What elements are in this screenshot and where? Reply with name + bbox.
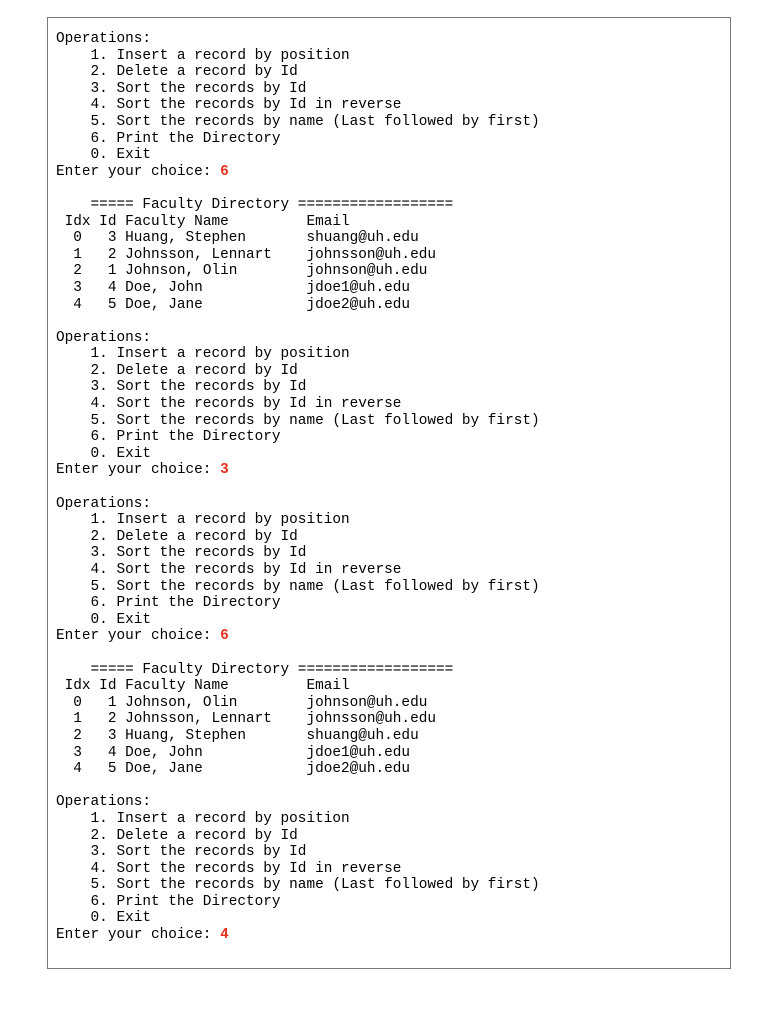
menu-item: 3. Sort the records by Id: [90, 545, 307, 562]
menu-item: 2. Delete a record by Id: [90, 528, 298, 545]
menu-item: 4. Sort the records by Id in reverse: [90, 562, 402, 578]
choice-prompt: Enter your choice: 6: [56, 163, 229, 180]
menu-item: 2. Delete a record by Id: [90, 827, 298, 844]
menu-item: 1. Insert a record by position: [90, 512, 350, 529]
blank-line: [56, 645, 540, 662]
menu-item: 6. Print the Directory: [90, 595, 281, 612]
directory-row: 4 5 Doe, Jane jdoe2@uh.edu: [64, 761, 411, 778]
blank-line: [56, 180, 540, 197]
operations-header: Operations:: [56, 794, 151, 811]
menu-item: 2. Delete a record by Id: [90, 64, 298, 81]
choice-prompt: Enter your choice: 3: [56, 462, 229, 479]
directory-row: 2 3 Huang, Stephen shuang@uh.edu: [64, 727, 419, 744]
menu-item: 4. Sort the records by Id in reverse: [90, 396, 402, 413]
directory-row: 0 1 Johnson, Olin johnson@uh.edu: [64, 694, 428, 711]
menu-item: 5. Sort the records by name (Last followed by first): [90, 877, 540, 894]
menu-item: 4. Sort the records by Id in reverse: [90, 860, 402, 877]
choice-value: 6: [220, 628, 229, 645]
menu-item: 3. Sort the records by Id: [90, 80, 307, 97]
choice-prompt: Enter your choice: 4: [56, 927, 229, 944]
blank-line: [56, 313, 540, 330]
menu-item: 5. Sort the records by name (Last followed by first): [90, 412, 540, 429]
menu-item: 4. Sort the records by Id in reverse: [90, 97, 402, 114]
operations-header: Operations:: [56, 495, 151, 512]
directory-row: 1 2 Johnsson, Lennart johnsson@uh.edu: [64, 711, 436, 728]
choice-value: 4: [220, 927, 229, 944]
menu-item: 0. Exit: [90, 147, 151, 164]
menu-item: 0. Exit: [90, 611, 151, 628]
menu-item: 6. Print the Directory: [90, 429, 281, 446]
operations-header: Operations:: [56, 329, 151, 346]
blank-line: [56, 778, 540, 795]
directory-header: Idx Id Faculty Name Email: [64, 678, 350, 695]
directory-header: Idx Id Faculty Name Email: [64, 213, 350, 230]
blank-line: [56, 479, 540, 496]
directory-title: ===== Faculty Directory ==================: [90, 196, 454, 213]
menu-item: 2. Delete a record by Id: [90, 362, 298, 379]
menu-item: 1. Insert a record by position: [90, 810, 350, 827]
menu-item: 5. Sort the records by name (Last followed by first): [90, 578, 540, 595]
menu-item: 0. Exit: [90, 445, 151, 462]
console-output: [56, 31, 540, 944]
menu-item: 3. Sort the records by Id: [90, 844, 307, 861]
directory-row: 3 4 Doe, John jdoe1@uh.edu: [64, 744, 411, 761]
directory-row: 0 3 Huang, Stephen shuang@uh.edu: [64, 230, 419, 247]
menu-item: 3. Sort the records by Id: [90, 379, 307, 396]
choice-value: 6: [220, 163, 229, 180]
directory-title: ===== Faculty Directory ==================: [90, 661, 454, 678]
menu-item: 1. Insert a record by position: [90, 47, 350, 64]
menu-item: 6. Print the Directory: [90, 130, 281, 147]
choice-prompt: Enter your choice: 6: [56, 628, 229, 645]
directory-row: 1 2 Johnsson, Lennart johnsson@uh.edu: [64, 246, 436, 263]
menu-item: 6. Print the Directory: [90, 893, 281, 910]
directory-row: 3 4 Doe, John jdoe1@uh.edu: [64, 279, 411, 296]
menu-item: 5. Sort the records by name (Last followed by first): [90, 113, 540, 130]
menu-item: 1. Insert a record by position: [90, 346, 350, 363]
directory-row: 2 1 Johnson, Olin johnson@uh.edu: [64, 263, 428, 280]
operations-header: Operations:: [56, 31, 151, 47]
menu-item: 0. Exit: [90, 910, 151, 927]
directory-row: 4 5 Doe, Jane jdoe2@uh.edu: [64, 296, 411, 313]
choice-value: 3: [220, 462, 229, 479]
